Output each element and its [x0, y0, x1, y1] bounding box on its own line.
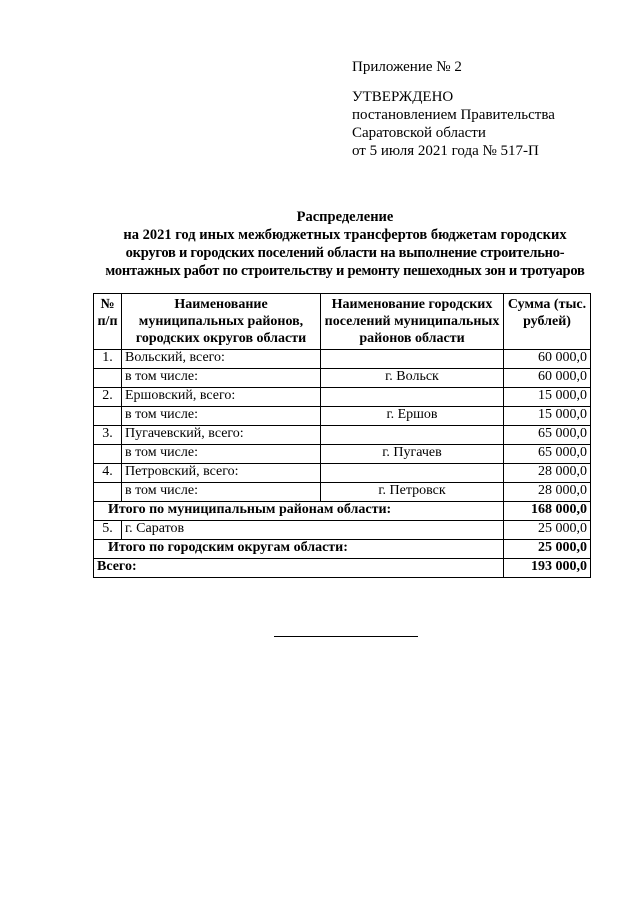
grand-total-label: Всего:	[94, 559, 504, 578]
row-municipality: Ершовский, всего:	[122, 388, 321, 407]
row-num: 2.	[94, 388, 122, 407]
table-row	[94, 388, 591, 407]
row-sum: 65 000,0	[504, 445, 591, 464]
header-num: № п/п	[94, 294, 122, 350]
title-line-2: на 2021 год иных межбюджетных трансфертов бюджетам городских	[123, 227, 567, 243]
row-num: 1.	[94, 350, 122, 369]
row-sum: 15 000,0	[504, 407, 591, 426]
row-num: 3.	[94, 426, 122, 445]
header-municipality: Наименование муниципальных районов, городских округов области	[122, 294, 321, 350]
row-num	[94, 445, 122, 464]
row-settlement: г. Вольск	[321, 369, 504, 388]
row-settlement: г. Пугачев	[321, 445, 504, 464]
distribution-table	[93, 293, 591, 578]
table-row	[94, 521, 591, 540]
grand-total-row	[94, 559, 591, 578]
row-municipality: в том числе:	[122, 445, 321, 464]
row-settlement	[321, 464, 504, 483]
table-header-row	[94, 294, 591, 350]
total-cities-label: Итого по городским округам области:	[94, 540, 504, 559]
table-row	[94, 445, 591, 464]
title-line-1: Распределение	[296, 209, 394, 225]
total-districts-label: Итого по муниципальным районам области:	[94, 502, 504, 521]
row-municipality: в том числе:	[122, 369, 321, 388]
row-municipality: в том числе:	[122, 483, 321, 502]
grand-total-sum: 193 000,0	[504, 559, 591, 578]
row-municipality: Вольский, всего:	[122, 350, 321, 369]
row-settlement: г. Петровск	[321, 483, 504, 502]
row-sum: 60 000,0	[504, 350, 591, 369]
table-row	[94, 483, 591, 502]
row-sum: 15 000,0	[504, 388, 591, 407]
row-municipality: Петровский, всего:	[122, 464, 321, 483]
total-cities-row	[94, 540, 591, 559]
approval-line-3: от 5 июля 2021 года № 517-П	[352, 143, 539, 159]
row-num	[94, 407, 122, 426]
closing-divider	[274, 636, 418, 637]
row-num: 5.	[94, 521, 122, 540]
title-line-4: монтажных работ по строительству и ремонту пешеходных зон и тротуаров	[105, 263, 585, 279]
row-num	[94, 369, 122, 388]
table-row	[94, 464, 591, 483]
total-districts-row	[94, 502, 591, 521]
total-districts-sum: 168 000,0	[504, 502, 591, 521]
title-line-3: округов и городских поселений области на выполнение строительно-	[125, 245, 565, 261]
row-sum: 65 000,0	[504, 426, 591, 445]
row-sum: 60 000,0	[504, 369, 591, 388]
table-row	[94, 369, 591, 388]
total-cities-sum: 25 000,0	[504, 540, 591, 559]
header-settlement: Наименование городских поселений муниципальных районов области	[321, 294, 504, 350]
approved-label: УТВЕРЖДЕНО	[352, 89, 454, 105]
approval-header	[352, 58, 612, 160]
approval-line-2: Саратовской области	[352, 125, 486, 141]
row-municipality: г. Саратов	[122, 521, 504, 540]
row-sum: 28 000,0	[504, 483, 591, 502]
row-settlement	[321, 388, 504, 407]
approval-line-1: постановлением Правительства	[352, 107, 555, 123]
table-row	[94, 426, 591, 445]
table-row	[94, 407, 591, 426]
row-municipality: Пугачевский, всего:	[122, 426, 321, 445]
row-num: 4.	[94, 464, 122, 483]
header-sum: Сумма (тыс. рублей)	[504, 294, 591, 350]
row-municipality: в том числе:	[122, 407, 321, 426]
row-settlement	[321, 426, 504, 445]
table-row	[94, 350, 591, 369]
row-sum: 28 000,0	[504, 464, 591, 483]
row-settlement	[321, 350, 504, 369]
document-title	[80, 208, 610, 280]
appendix-label: Приложение № 2	[352, 59, 462, 75]
row-num	[94, 483, 122, 502]
row-settlement: г. Ершов	[321, 407, 504, 426]
row-sum: 25 000,0	[504, 521, 591, 540]
